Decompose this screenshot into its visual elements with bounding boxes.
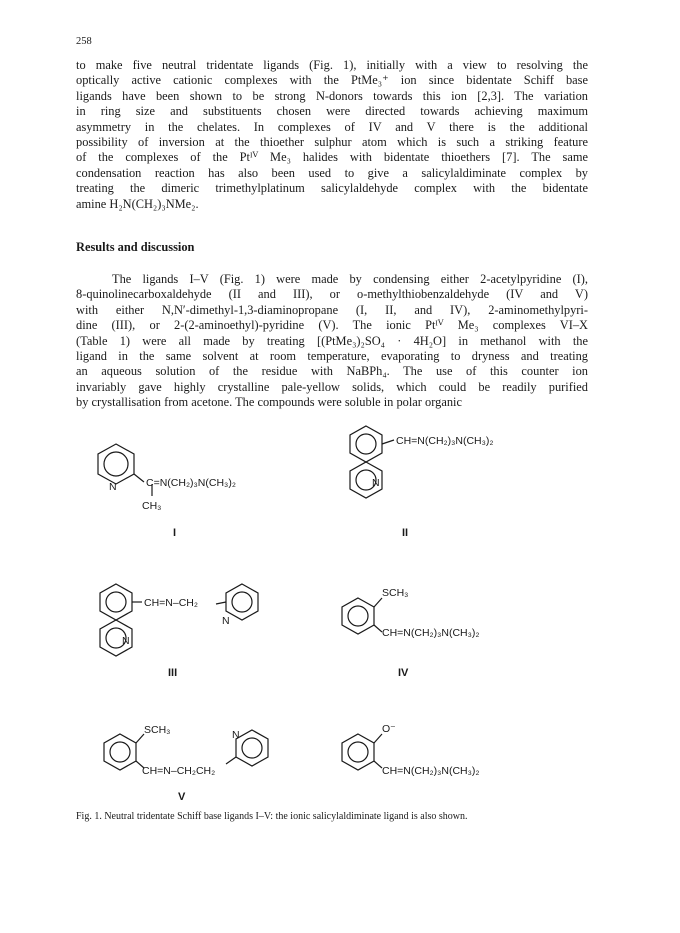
- ring-nitrogen-label: N: [122, 635, 130, 647]
- page-number: 258: [76, 36, 92, 47]
- thioether-label: SCH₃: [144, 724, 171, 736]
- benzene-ring: [350, 426, 382, 462]
- text-line: asymmetry in the chelates. In complexes of IV and V there is the additional: [76, 119, 588, 134]
- text-line: (Table 1) were all made by treating [(PtMe₃)₂SO₄ · 4H₂O] in methanol with the: [76, 333, 588, 348]
- ring-nitrogen-label: N: [372, 477, 380, 489]
- text-line: to make five neutral tridentate ligands (Fig. 1), initially with a view to resolving the: [76, 58, 588, 72]
- structure-label-III: III: [168, 667, 178, 679]
- aromatic-circle: [104, 452, 128, 476]
- text-line: possibility of inversion at the thioether sulphur atom which is such a striking feature: [76, 135, 588, 150]
- text-line: with either N,N′-dimethyl-1,3-diaminopropane (I, II, and IV), 2-aminomethylpyri-: [76, 302, 588, 317]
- imine-chain-label: CH=N–CH₂CH₂: [142, 765, 216, 777]
- structure-salicylaldiminate: [342, 734, 382, 770]
- ring-nitrogen-label: N: [109, 481, 117, 493]
- structure-label-V: V: [178, 791, 186, 803]
- benzene-ring: [342, 734, 374, 770]
- text-line: The ligands I–V (Fig. 1) were made by condensing either 2-acetylpyridine (I),: [112, 272, 588, 286]
- results-paragraph: [76, 272, 588, 411]
- imine-chain-label: CH=N(CH₂)₃N(CH₃)₂: [382, 765, 480, 777]
- imine-chain-label: CH=N(CH₂)₃N(CH₃)₂: [396, 435, 494, 447]
- structure-label-II: II: [402, 527, 409, 539]
- text-line: 8-quinolinecarboxaldehyde (II and III), or o-methylthiobenzaldehyde (IV and V): [76, 287, 588, 302]
- figure-caption: Fig. 1. Neutral tridentate Schiff base ligands I–V: the ionic salicylaldiminate ligand is also shown.: [76, 811, 468, 822]
- structure-label-I: I: [173, 527, 177, 539]
- methyl-label: CH₃: [142, 500, 162, 512]
- phenoxide-label: O⁻: [382, 723, 396, 735]
- benzene-ring: [104, 734, 136, 770]
- intro-paragraph: [76, 58, 588, 212]
- text-line: ligand in the same solvent at room temperature, evaporating to dryness and treating: [76, 349, 588, 364]
- text-line: in ring size and substituents chosen were directed towards achieving maximum: [76, 104, 588, 119]
- text-line: ligands have been shown to be strong N-donors towards this ion [2,3]. The variation: [76, 88, 588, 103]
- imine-chain-label: CH=N–CH₂: [144, 597, 198, 609]
- text-line: treating the dimeric trimethylplatinum salicylaldehyde complex with the bidentate: [76, 181, 588, 196]
- benzene-ring: [100, 584, 132, 620]
- structure-I: [98, 444, 152, 496]
- structure-label-IV: IV: [398, 667, 409, 679]
- imine-chain-label: CH=N(CH₂)₃N(CH₃)₂: [382, 627, 480, 639]
- text-line: invariably gave highly crystalline pale-yellow solids, which could be readily purified: [76, 379, 588, 394]
- text-line: an aqueous solution of the residue with NaBPh₄. The use of this counter ion: [76, 364, 588, 379]
- imine-chain-label: C=N(CH₂)₃N(CH₃)₂: [146, 477, 236, 489]
- figure-1: [76, 424, 596, 814]
- benzene-ring: [342, 598, 374, 634]
- structure-IV: [342, 598, 382, 634]
- text-line: of the complexes of the Ptᴵⱽ Me₃ halides with bidentate thioethers [7]. The same: [76, 150, 588, 165]
- thioether-label: SCH₃: [382, 587, 409, 599]
- text-line: by crystallisation from acetone. The compounds were soluble in polar organic: [76, 395, 462, 410]
- structure-V: [104, 730, 268, 770]
- text-line: amine H₂N(CH₂)₃NMe₂.: [76, 196, 199, 211]
- pyridine-ring: [236, 730, 268, 766]
- ring-nitrogen-label: N: [232, 729, 240, 741]
- section-heading: Results and discussion: [76, 240, 195, 254]
- pyridine-ring: [226, 584, 258, 620]
- ligand-structures-diagram: [76, 424, 596, 814]
- text-line: optically active cationic complexes with the PtMe₃⁺ ion since bidentate Schiff base: [76, 73, 588, 88]
- ring-nitrogen-label: N: [222, 615, 230, 627]
- text-line: dine (III), or 2-(2-aminoethyl)-pyridine (V). The ionic Ptᴵⱽ Me₃ complexes VI–X: [76, 318, 588, 333]
- text-line: condensation reaction has also been used to give a salicylaldiminate complex by: [76, 165, 588, 180]
